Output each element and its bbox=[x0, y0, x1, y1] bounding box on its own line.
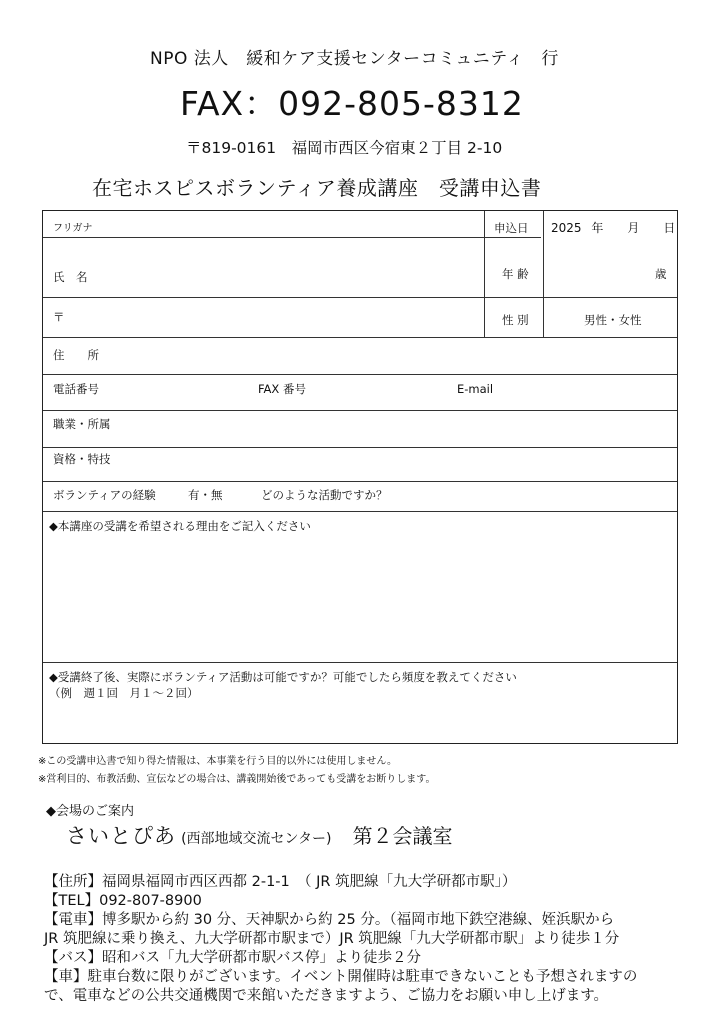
row-divider bbox=[43, 237, 541, 238]
info-car-cont: で、電車などの公共交通機関で来館いただきますよう、ご協力をお願い申し上げます。 bbox=[44, 988, 609, 1004]
form-title: 在宅ホスピスボランティア養成講座 受講申込書 bbox=[92, 176, 542, 200]
row-divider bbox=[43, 337, 677, 338]
fax-label: FAX 番号 bbox=[258, 382, 306, 396]
info-train: 【電車】博多駅から約 30 分、天神駅から約 25 分。（福岡市地下鉄空港線、姪浜駅から bbox=[44, 912, 615, 928]
phone-label: 電話番号 bbox=[53, 382, 99, 396]
info-train-cont: JR 筑肥線に乗り換え、九大学研都市駅まで）JR 筑肥線「九大学研都市駅」より徒歩１分 bbox=[44, 931, 620, 947]
after-course-label: ◆受講終了後、実際にボランティア活動は可能ですか？可能でしたら頻度を教えてください bbox=[49, 670, 517, 684]
postal-address: 〒819-0161 福岡市西区今宿東２丁目 2-10 bbox=[186, 139, 503, 157]
recipient-line: NPO 法人 緩和ケア支援センターコミュニティ 行 bbox=[150, 49, 559, 69]
col-divider bbox=[543, 211, 544, 337]
row-divider bbox=[43, 481, 677, 482]
age-unit: 歳 bbox=[655, 267, 667, 281]
qualification-label: 資格・特技 bbox=[53, 452, 111, 466]
row-divider bbox=[43, 447, 677, 448]
row-divider bbox=[43, 511, 677, 512]
after-course-example: （例 週１回 月１～２回） bbox=[49, 686, 199, 700]
venue-name-sub: (西部地域交流センター) bbox=[181, 831, 332, 847]
reason-label: ◆本講座の受講を希望される理由をご記入ください bbox=[49, 519, 311, 533]
col-divider bbox=[484, 211, 485, 337]
row-divider bbox=[43, 297, 677, 298]
address-label: 住 所 bbox=[53, 348, 99, 362]
postal-label: 〒 bbox=[53, 310, 65, 324]
name-label: 氏 名 bbox=[53, 270, 88, 284]
venue-name-line bbox=[66, 820, 453, 850]
furigana-label: フリガナ bbox=[53, 223, 93, 234]
apply-date-field[interactable]: 2025 年 月 日 bbox=[551, 221, 676, 235]
volunteer-exp-question: どのような活動ですか？ bbox=[261, 488, 388, 502]
info-car: 【車】駐車台数に限りがございます。イベント開催時は駐車できないことも予想されますの bbox=[44, 969, 638, 985]
venue-room: 第２会議室 bbox=[352, 824, 453, 848]
info-tel: 【TEL】092-807-8900 bbox=[44, 893, 202, 909]
email-label: E-mail bbox=[457, 382, 494, 396]
venue-name: さいとぴあ bbox=[66, 824, 176, 848]
row-divider bbox=[43, 410, 677, 411]
venue-heading: ◆会場のご案内 bbox=[46, 804, 134, 819]
apply-date-label: 申込日 bbox=[494, 221, 529, 235]
application-form bbox=[42, 210, 678, 744]
row-divider bbox=[43, 374, 677, 375]
age-label: 年 齢 bbox=[502, 267, 529, 281]
refusal-note: ※営利目的、布教活動、宣伝などの場合は、講義開始後であっても受講をお断りします。 bbox=[38, 774, 436, 785]
fax-number: FAX：092-805-8312 bbox=[180, 84, 524, 123]
volunteer-exp-label: ボランティアの経験 bbox=[53, 488, 156, 502]
occupation-label: 職業・所属 bbox=[53, 417, 111, 431]
gender-label: 性 別 bbox=[502, 313, 529, 327]
info-address: 【住所】福岡県福岡市西区西都 2-1-1 （ JR 筑肥線「九大学研都市駅」） bbox=[44, 874, 517, 890]
volunteer-exp-options[interactable]: 有・無 bbox=[188, 488, 223, 502]
row-divider bbox=[43, 662, 677, 663]
info-bus: 【バス】昭和バス「九大学研都市駅バス停」より徒歩２分 bbox=[44, 950, 421, 966]
gender-options[interactable]: 男性・女性 bbox=[584, 313, 642, 327]
privacy-note: ※この受講申込書で知り得た情報は、本事業を行う目的以外には使用しません。 bbox=[38, 756, 397, 767]
